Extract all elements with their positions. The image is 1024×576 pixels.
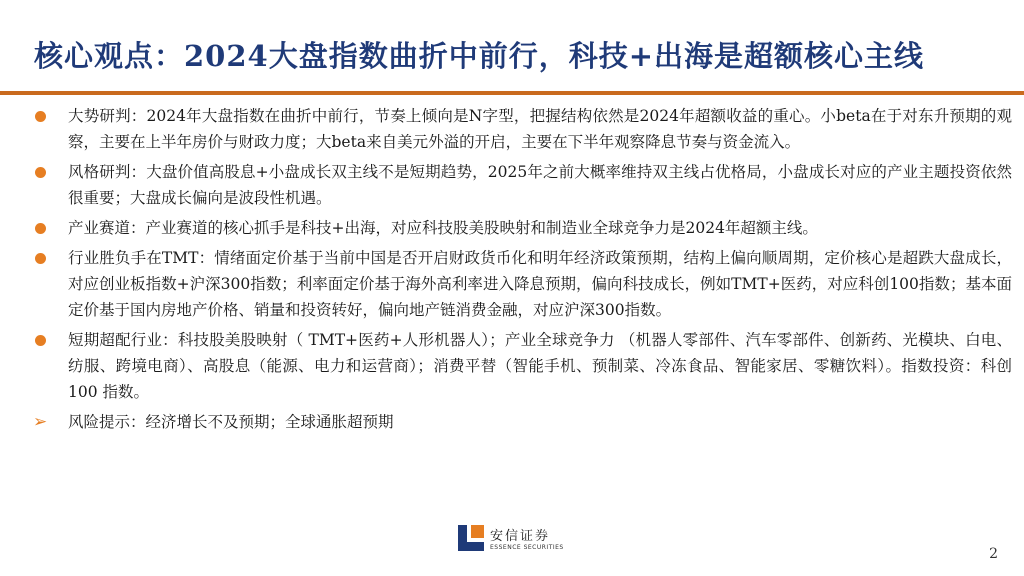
bullet-dot-icon — [35, 253, 46, 264]
bullet-text: 短期超配行业：科技股美股映射（ TMT+医药+人形机器人）；产业全球竞争力 （机器人零部件、汽车零部件、创新药、光模块、白电、纺服、跨境电商）、高股息（能源、电力和运营商）；消费平替（智能手机、预制菜、冷冻食品、智能家居、零糖饮料）。指数投资：科创 100 指数。 — [68, 331, 1012, 401]
logo-mark-icon — [458, 525, 484, 551]
company-logo — [458, 525, 564, 551]
bullet-item-style — [24, 159, 1012, 211]
bullet-item-industry-track — [24, 215, 1012, 241]
title-divider — [0, 91, 1024, 95]
bullet-dot-icon — [35, 167, 46, 178]
slide-title: 核心观点：2024大盘指数曲折中前行，科技+出海是超额核心主线 — [34, 39, 925, 73]
logo-name-cn: 安信证券 — [490, 529, 551, 544]
bullet-dot-icon — [35, 335, 46, 346]
bullet-list — [24, 103, 1012, 439]
bullet-dot-icon — [35, 223, 46, 234]
bullet-text: 风险提示：经济增长不及预期；全球通胀超预期 — [68, 413, 394, 431]
bullet-text: 产业赛道：产业赛道的核心抓手是科技+出海，对应科技股美股映射和制造业全球竞争力是2024年超额主线。 — [68, 219, 818, 237]
bullet-item-tmt — [24, 245, 1012, 323]
bullet-text: 大势研判：2024年大盘指数在曲折中前行，节奏上倾向是N字型，把握结构依然是2024年超额收益的重心。小beta在于对东升预期的观察，主要在上半年房价与财政力度；大beta来自美元外溢的开启，主要在下半年观察降息节奏与资金流入。 — [68, 107, 1012, 151]
logo-name-en: ESSENCE SECURITIES — [490, 544, 564, 551]
arrow-bullet-icon: ➢ — [33, 412, 48, 432]
bullet-item-risk — [24, 409, 1012, 435]
bullet-item-trend — [24, 103, 1012, 155]
bullet-dot-icon — [35, 111, 46, 122]
bullet-text: 行业胜负手在TMT：情绪面定价基于当前中国是否开启财政货币化和明年经济政策预期，结构上偏向顺周期，定价核心是超跌大盘成长，对应创业板指数+沪深300指数；利率面定价基于海外高利率进入降息预期，偏向科技成长，例如TMT+医药，对应科创100指数；基本面定价基于国内房地产价格、销量和投资转好，偏向地产链消费金融，对应沪深300指数。 — [68, 249, 1012, 319]
bullet-text: 风格研判：大盘价值高股息+小盘成长双主线不是短期趋势，2025年之前大概率维持双主线占优格局，小盘成长对应的产业主题投资依然很重要；大盘成长偏向是波段性机遇。 — [68, 163, 1012, 207]
page-number: 2 — [989, 546, 998, 562]
bullet-item-overweight — [24, 327, 1012, 405]
